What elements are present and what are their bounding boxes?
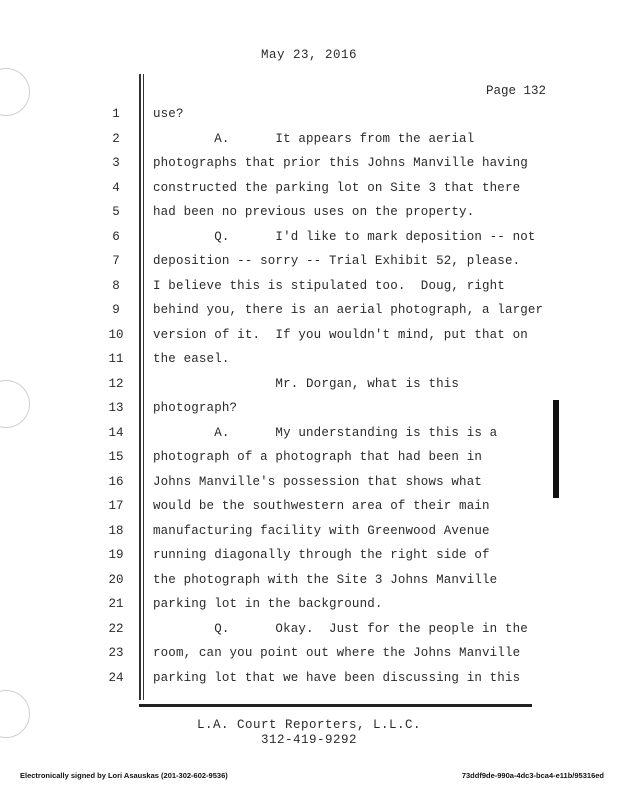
transcript-line (0, 303, 618, 327)
line-text: room, can you point out where the Johns Manville (153, 646, 521, 660)
line-number: 4 (112, 180, 120, 195)
line-text: parking lot in the background. (153, 597, 383, 611)
line-text: behind you, there is an aerial photograph, a larger (153, 303, 544, 317)
transcript-line (0, 107, 618, 131)
transcript-line (0, 548, 618, 572)
line-text: photograph? (153, 401, 238, 415)
line-text: use? (153, 107, 184, 121)
transcript-line (0, 156, 618, 180)
transcript-date: May 23, 2016 (260, 48, 357, 62)
line-number: 20 (108, 572, 124, 587)
line-number: 15 (108, 450, 124, 464)
line-number: 5 (112, 205, 120, 219)
line-text: I believe this is stipulated too. Doug, right (153, 278, 505, 293)
line-text: manufacturing facility with Greenwood Avenue (153, 523, 490, 538)
line-text: Mr. Dorgan, what is this (153, 376, 460, 391)
line-text: A. It appears from the aerial (153, 131, 475, 146)
line-number: 23 (108, 646, 124, 660)
line-number: 21 (108, 597, 124, 611)
document-id: 73ddf9de-990a-4dc3-bca4-e11b/95316ed (461, 771, 604, 780)
transcript-line (0, 573, 618, 597)
line-text: the photograph with the Site 3 Johns Manville (153, 572, 498, 587)
line-number: 13 (108, 401, 124, 415)
transcript-line (0, 671, 618, 695)
bottom-rule (139, 704, 532, 707)
transcript-line (0, 450, 618, 474)
line-number: 8 (112, 278, 120, 293)
reporter-phone: 312-419-9292 (260, 733, 357, 747)
transcript-line (0, 230, 618, 254)
transcript-line (0, 622, 618, 646)
transcript-line (0, 254, 618, 278)
transcript-line (0, 646, 618, 670)
line-number: 6 (112, 229, 120, 244)
line-number: 24 (108, 670, 124, 685)
transcript-line (0, 181, 618, 205)
line-text: Johns Manville's possession that shows what (153, 474, 483, 489)
page-number: Page 132 (485, 84, 546, 98)
line-text: photographs that prior this Johns Manville having (153, 156, 528, 170)
line-text: Q. Okay. Just for the people in the (153, 621, 528, 636)
transcript-line (0, 132, 618, 156)
reporter-company: L.A. Court Reporters, L.L.C. (196, 718, 422, 732)
line-number: 16 (108, 474, 124, 489)
electronic-signature: Electronically signed by Lori Asauskas (201-302-602-9536) (20, 771, 228, 780)
line-text: A. My understanding is this is a (153, 425, 498, 440)
line-number: 12 (108, 376, 124, 391)
transcript-line (0, 475, 618, 499)
transcript-line (0, 597, 618, 621)
line-number: 14 (108, 425, 124, 440)
line-number: 7 (112, 254, 120, 268)
line-number: 10 (108, 327, 124, 342)
line-number: 11 (108, 352, 124, 366)
line-text: deposition -- sorry -- Trial Exhibit 52, please. (153, 254, 521, 268)
line-number: 17 (108, 499, 124, 513)
line-text: constructed the parking lot on Site 3 that there (153, 180, 521, 195)
line-text: photograph of a photograph that had been in (153, 450, 483, 464)
line-number: 1 (112, 107, 120, 121)
transcript-line (0, 401, 618, 425)
line-text: the easel. (153, 352, 230, 366)
line-number: 9 (112, 303, 120, 317)
line-text: version of it. If you wouldn't mind, put that on (153, 327, 528, 342)
line-number: 22 (108, 621, 124, 636)
line-number: 3 (112, 156, 120, 170)
transcript-line (0, 205, 618, 229)
line-text: parking lot that we have been discussing in this (153, 670, 521, 685)
line-number: 19 (108, 548, 124, 562)
line-number: 18 (108, 523, 124, 538)
line-number: 2 (112, 131, 120, 146)
line-text: had been no previous uses on the property. (153, 205, 475, 219)
transcript-line (0, 352, 618, 376)
transcript-line (0, 499, 618, 523)
transcript-line (0, 426, 618, 450)
line-text: Q. I'd like to mark deposition -- not (153, 229, 536, 244)
transcript-line (0, 377, 618, 401)
line-text: would be the southwestern area of their main (153, 499, 490, 513)
transcript-line (0, 524, 618, 548)
transcript-line (0, 279, 618, 303)
transcript-line (0, 328, 618, 352)
line-text: running diagonally through the right side of (153, 548, 490, 562)
